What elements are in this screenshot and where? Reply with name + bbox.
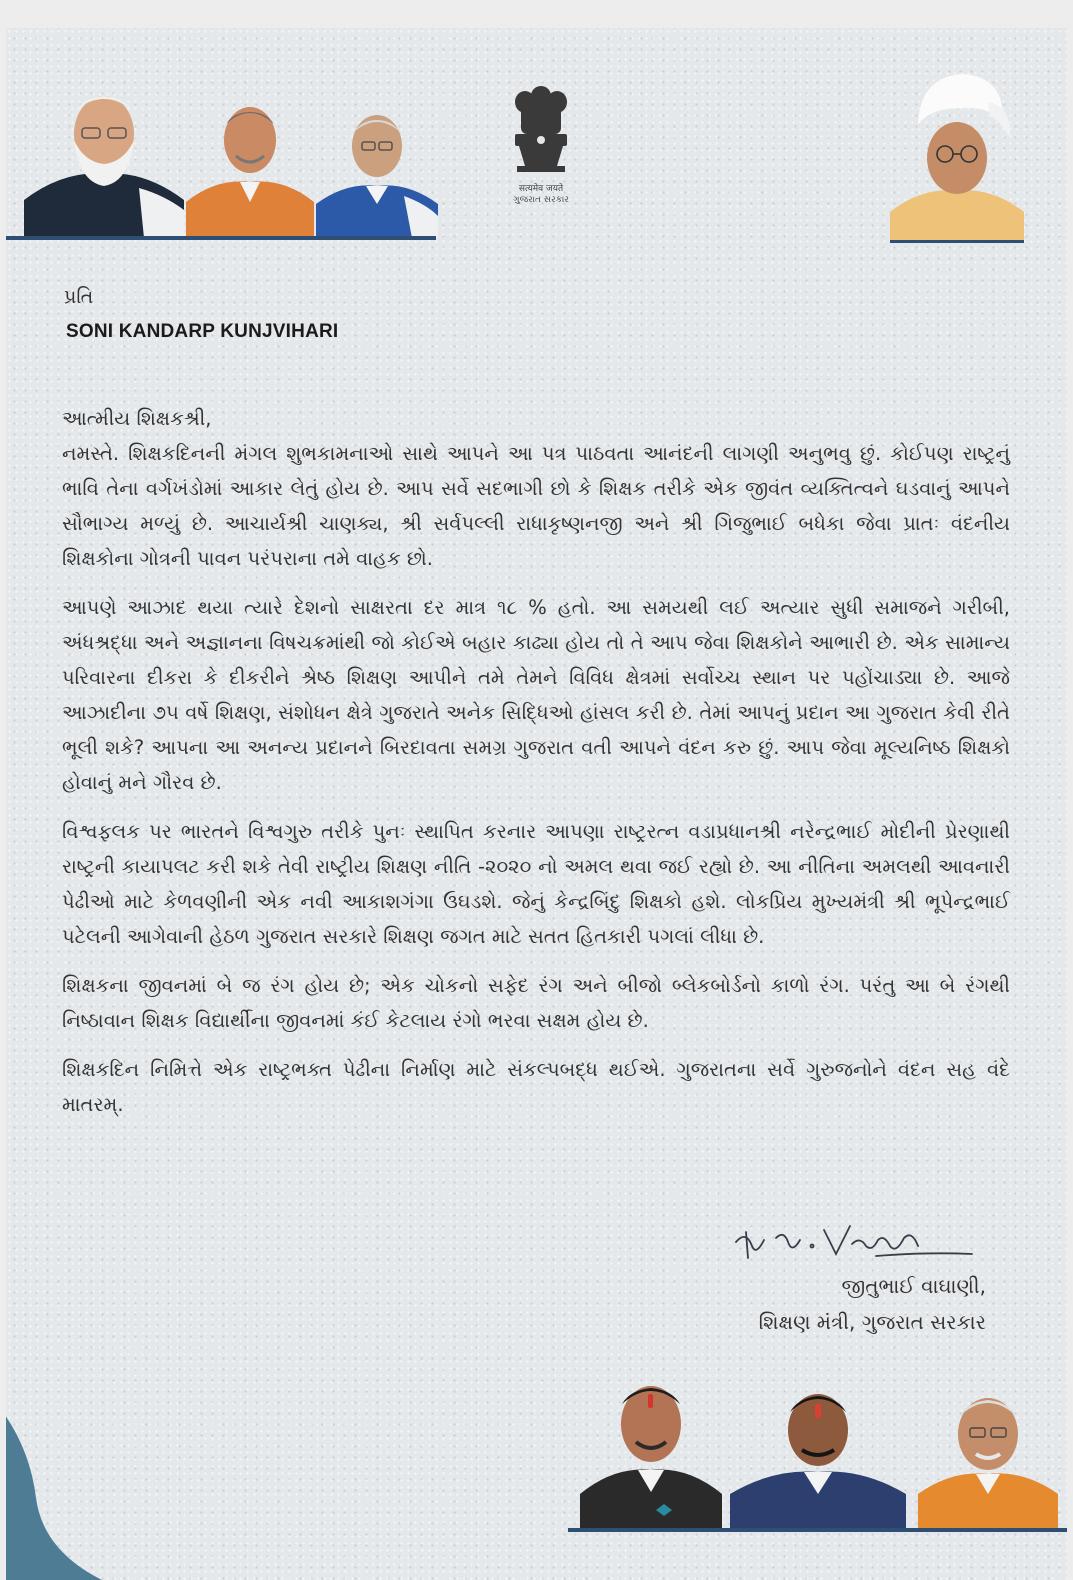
portrait-photo-6 [730, 1368, 906, 1528]
portrait-photo-1 [24, 70, 184, 238]
portrait-underline [890, 240, 1024, 243]
letter-body [62, 401, 1010, 1136]
emblem-motto: सत्यमेव जयते [518, 184, 564, 194]
emblem-government-name: ગુજરાત સરકાર [513, 195, 569, 205]
signatory-designation: શિક્ષણ મંત્રી, ગુજરાત સરકાર [758, 1310, 986, 1334]
state-emblem [501, 80, 581, 210]
lion-capital-icon [507, 80, 575, 180]
recipient-prefix: પ્રતિ [64, 286, 94, 308]
portrait-photo-4 [890, 62, 1024, 242]
letter-paragraph-3: વિશ્વફલક પર ભારતને વિશ્વગુરુ તરીકે પુનઃ સ્થાપિત કરનાર આપણા રાષ્ટ્રરત્ન વડાપ્રધાનશ્રી નરેન્દ્રભાઈ મોદીની પ્રેરણાથી રાષ્ટ્રની કાયાપલટ કરી શકે તેવી રાષ્ટ્રીય શિક્ષણ નીતિ -૨૦૨૦ નો અમલ થવા જઈ રહ્યો છે. આ નીતિના અમલથી આવનારી પેઢીઓ માટે કેળવણીની એક નવી આકાશગંગા ઉઘડશે. જેનું કેન્દ્રબિંદુ શિક્ષકો હશે. લોકપ્રિય મુખ્યમંત્રી શ્રી ભૂપેન્દ્રભાઈ પટેલની આગેવાની હેઠળ ગુજરાત સરકારે શિક્ષણ જગત માટે સતત હિતકારી પગલાં લીધા છે. [62, 820, 1010, 948]
footer-accent-rule [568, 1528, 1067, 1532]
portrait-photo-5 [580, 1354, 722, 1528]
handwritten-signature [726, 1216, 976, 1266]
letter-salutation: આત્મીય શિક્ષકશ્રી, [62, 407, 212, 430]
recipient-name: SONI KANDARP KUNJVIHARI [66, 321, 339, 342]
header-accent-rule [6, 236, 436, 240]
signatory-name: જીતુભાઈ વાઘાણી, [841, 1274, 986, 1298]
corner-wave-decoration [6, 1408, 120, 1580]
portrait-photo-3 [316, 100, 438, 238]
letter-page [6, 28, 1067, 1580]
letter-paragraph-1: નમસ્તે. શિક્ષકદિનની મંગલ શુભકામનાઓ સાથે આપને આ પત્ર પાઠવતા આનંદની લાગણી અનુભવુ છું. કોઈપણ રાષ્ટ્રનું ભાવિ તેના વર્ગખંડોમાં આકાર લેતું હોય છે. આપ સર્વે સદભાગી છો કે શિક્ષક તરીકે એક જીવંત વ્યક્તિત્વને ઘડવાનું આપને સૌભાગ્ય મળ્યું છે. આચાર્યશ્રી ચાણક્ય, શ્રી સર્વપલ્લી રાધાકૃષ્ણનજી અને શ્રી ગિજુભાઈ બધેકા જેવા પ્રાતઃ વંદનીય શિક્ષકોના ગોત્રની પાવન પરંપરાના તમે વાહક છો. [62, 442, 1010, 570]
portrait-photo-2 [186, 90, 314, 238]
letter-paragraph-5: શિક્ષકદિન નિમિત્તે એક રાષ્ટ્રભક્ત પેઢીના નિર્માણ માટે સંકલ્પબદ્ધ થઈએ. ગુજરાતના સર્વે ગુરુજનોને વંદન સહ વંદે માતરમ્. [62, 1058, 1010, 1116]
portrait-photo-7 [918, 1376, 1058, 1528]
signatory-block [706, 1268, 986, 1340]
letter-paragraph-2: આપણે આઝાદ થયા ત્યારે દેશનો સાક્ષરતા દર માત્ર ૧૮ % હતો. આ સમયથી લઈ અત્યાર સુધી સમાજને ગરીબી, અંધશ્રદ્ધા અને અજ્ઞાનના વિષચક્રમાંથી જો કોઈએ બહાર કાઢ્યા હોય તો તે આપ જેવા શિક્ષકોને આભારી છે. એક સામાન્ય પરિવારના દીકરા કે દીકરીને શ્રેષ્ઠ શિક્ષણ આપીને તમે તેમને વિવિધ ક્ષેત્રમાં સર્વોચ્ચ સ્થાન પર પહોંચાડ્યા છે. આજે આઝાદીના ૭૫ વર્ષે શિક્ષણ, સંશોધન ક્ષેત્રે ગુજરાતે અનેક સિદ્ધિઓ હાંસલ કરી છે. તેમાં આપનું પ્રદાન આ ગુજરાત કેવી રીતે ભૂલી શકે? આપના આ અનન્ય પ્રદાનને બિરદાવતા સમગ્ર ગુજરાત વતી આપને વંદન કરુ છું. આપ જેવા મૂલ્યનિષ્ઠ શિક્ષકો હોવાનું મને ગૌરવ છે. [62, 596, 1010, 794]
letter-paragraph-4: શિક્ષકના જીવનમાં બે જ રંગ હોય છે; એક ચોકનો સફેદ રંગ અને બીજો બ્લેકબોર્ડનો કાળો રંગ. પરંતુ આ બે રંગથી નિષ્ઠાવાન શિક્ષક વિદ્યાર્થીના જીવનમાં કંઈ કેટલાય રંગો ભરવા સક્ષમ હોય છે. [62, 974, 1010, 1032]
